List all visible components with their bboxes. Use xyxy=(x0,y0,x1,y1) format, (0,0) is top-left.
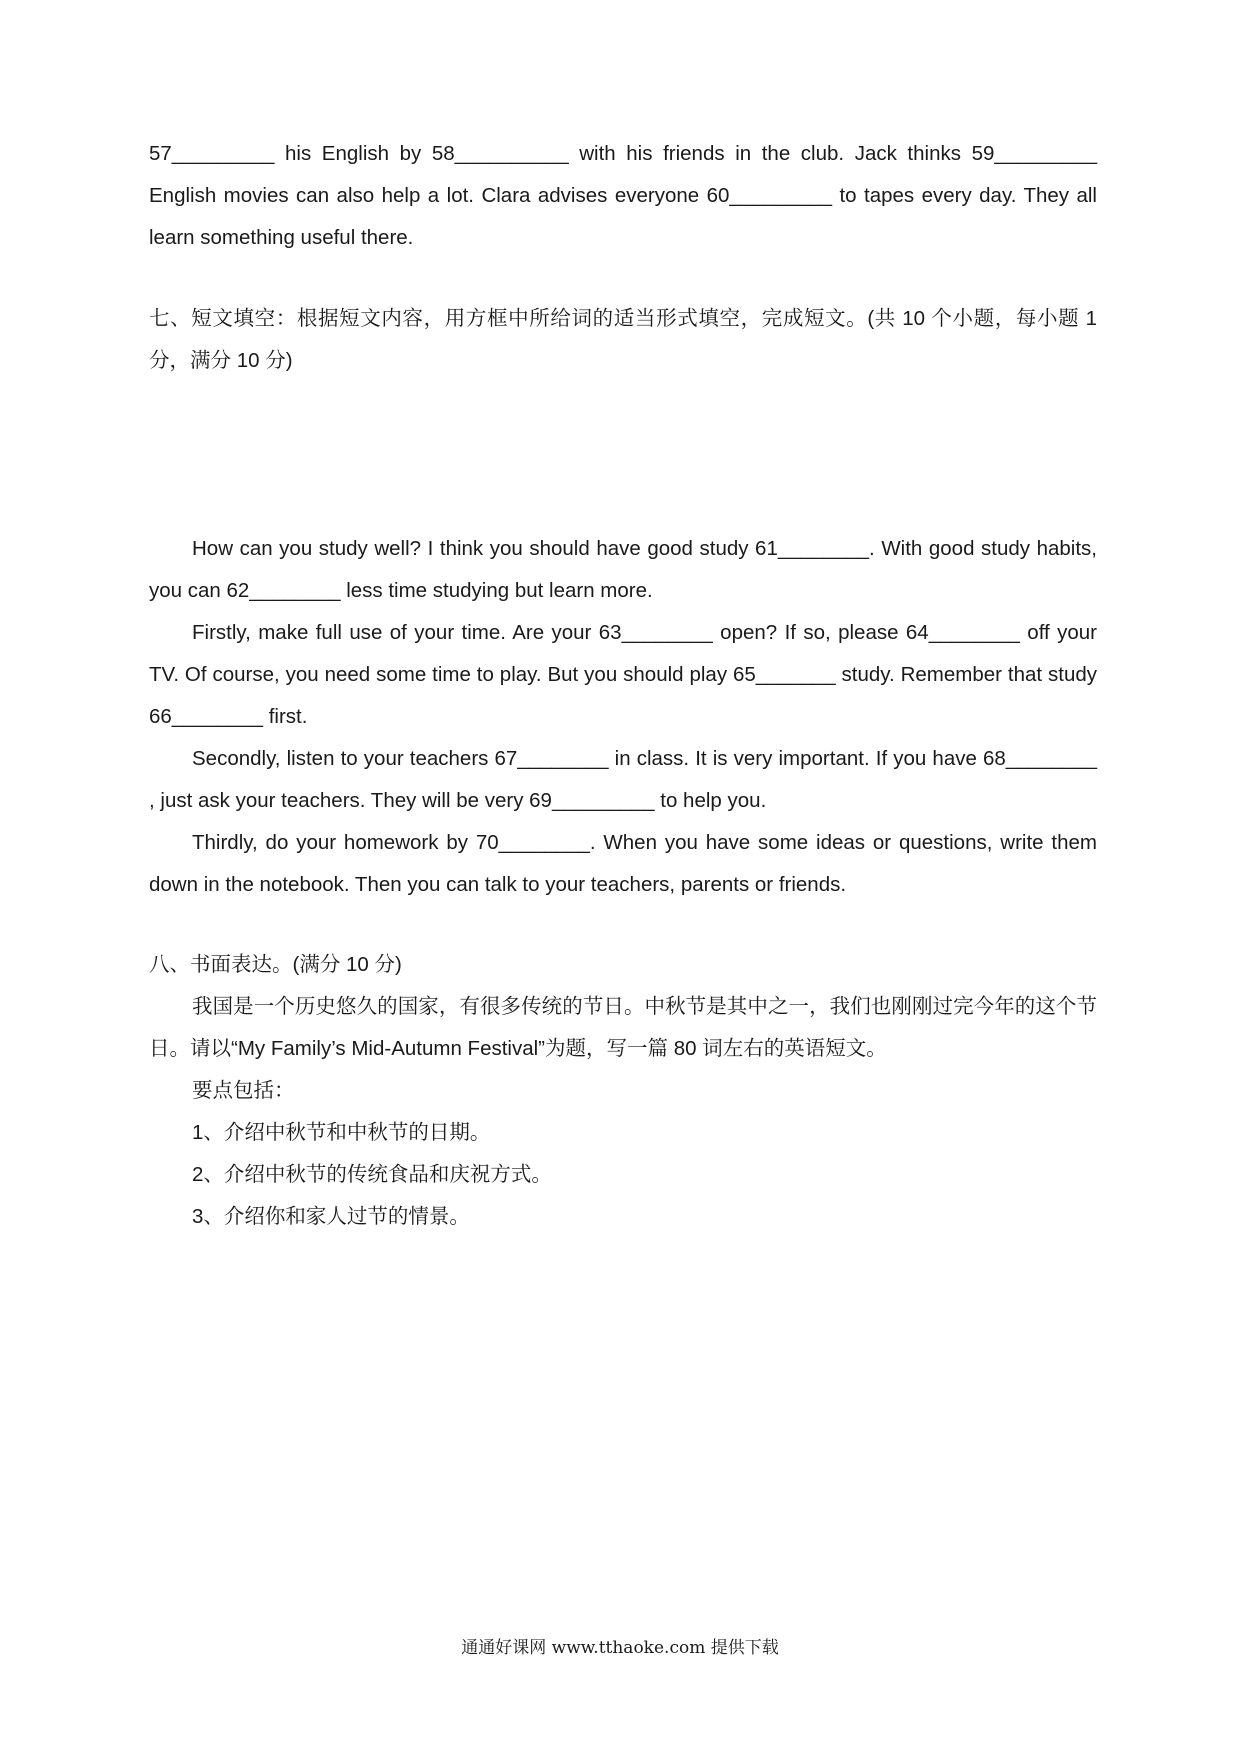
point-item: 3、介绍你和家人过节的情景。 xyxy=(192,1205,470,1228)
section8 xyxy=(149,944,1097,1238)
points-label: 要点包括： xyxy=(192,1079,295,1102)
point-item: 1、介绍中秋节和中秋节的日期。 xyxy=(192,1121,491,1144)
section-heading: 七、短文填空：根据短文内容，用方框中所给词的适当形式填空，完成短文。(共 10 个小题，每小题 1 分，满分 10 分) xyxy=(149,307,1097,372)
section7-passage xyxy=(149,528,1097,906)
passage-paragraph: Thirdly, do your homework by 70________. When you have some ideas or questions, write them down in the notebook. Then you can talk to your teachers, parents or friends. xyxy=(149,831,1097,896)
passage-paragraph: Firstly, make full use of your time. Are your 63________ open? If so, please 64________ off your TV. Of course, you need some time to play. But you should play 65_______ study. Remember that study 66________ first. xyxy=(149,621,1097,728)
section7-heading xyxy=(149,298,1097,382)
footer-text: 通通好课网 www.tthaoke.com 提供下载 xyxy=(461,1638,779,1658)
section-heading: 八、书面表达。(满分 10 分) xyxy=(149,953,402,976)
passage-paragraph: Secondly, listen to your teachers 67________ in class. It is very important. If you have 68________ , just ask your teachers. They will be very 69_________ to help you. xyxy=(149,747,1097,812)
passage-paragraph: How can you study well? I think you should have good study 61________. With good study habits, you can 62________ less time studying but learn more. xyxy=(149,537,1097,602)
point-item: 2、介绍中秋节的传统食品和庆祝方式。 xyxy=(192,1163,552,1186)
passage-text: 57_________ his English by 58__________ with his friends in the club. Jack thinks 59_________ English movies can also help a lot. Clara advises everyone 60_________ to tapes every day. They all learn something useful there. xyxy=(149,142,1097,249)
writing-prompt: 我国是一个历史悠久的国家，有很多传统的节日。中秋节是其中之一，我们也刚刚过完今年的这个节日。请以“My Family’s Mid-Autumn Festival”为题，写一篇 80 词左右的英语短文。 xyxy=(149,995,1097,1060)
page-footer xyxy=(0,1633,1240,1658)
section6-passage-tail xyxy=(149,133,1097,259)
